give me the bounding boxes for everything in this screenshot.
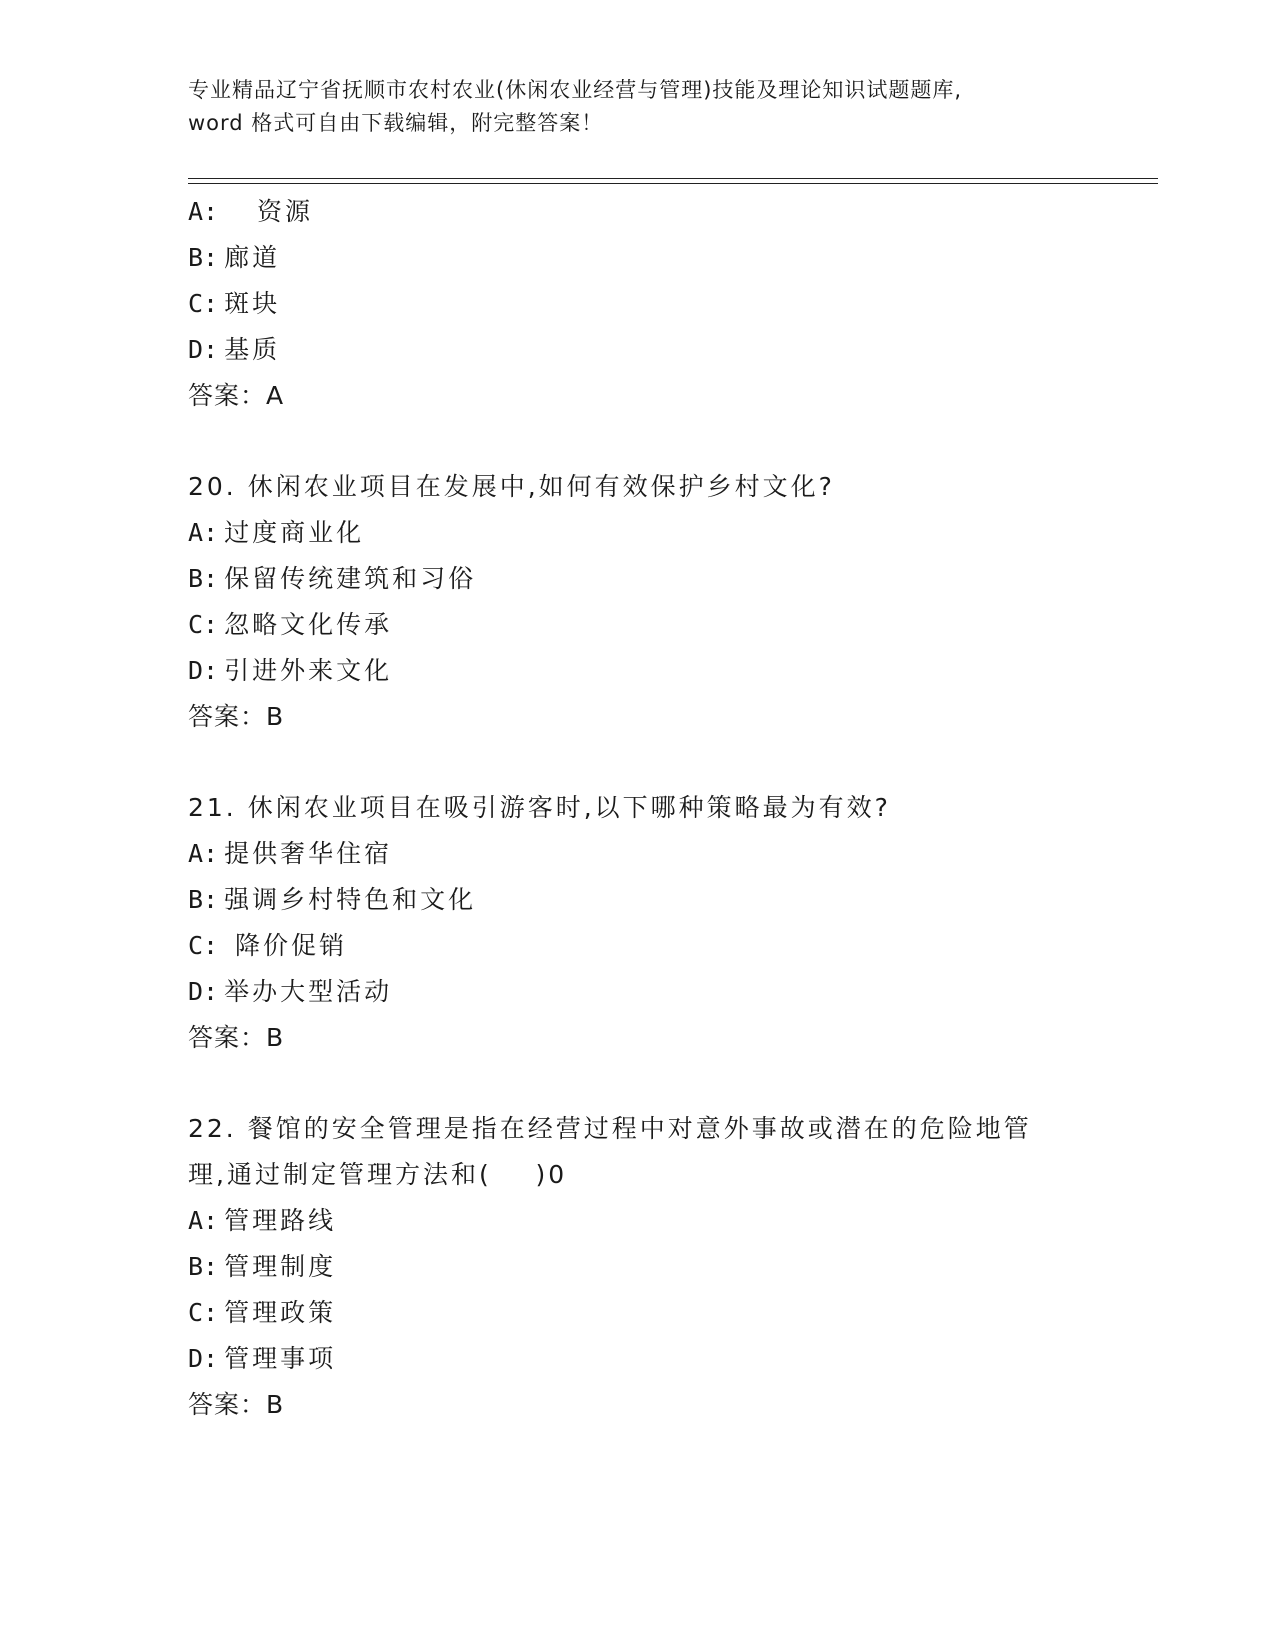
answer-line: 答案：B — [188, 1390, 285, 1419]
header-divider-top — [188, 178, 1158, 179]
answer-line: 答案：B — [188, 1023, 285, 1052]
option-b: B: 廊道 — [188, 243, 281, 272]
option-b: B: 强调乡村特色和文化 — [188, 885, 477, 914]
question-block — [188, 464, 1088, 740]
answer-line: 答案：B — [188, 702, 285, 731]
header-line-2: word 格式可自由下载编辑，附完整答案！ — [188, 111, 604, 135]
question-text: 22. 餐馆的安全管理是指在经营过程中对意外事故或潜在的危险地管 — [188, 1114, 1032, 1143]
question-list — [188, 189, 1088, 1428]
option-b: B: 管理制度 — [188, 1252, 337, 1281]
option-a: A: 资源 — [188, 197, 313, 226]
option-d: D: 基质 — [188, 335, 281, 364]
question-block — [188, 1106, 1088, 1428]
option-a: A: 过度商业化 — [188, 518, 365, 547]
question-block — [188, 785, 1088, 1061]
answer-line: 答案：A — [188, 381, 285, 410]
header-line-1: 专业精品辽宁省抚顺市农村农业(休闲农业经营与管理)技能及理论知识试题题库, — [188, 78, 963, 102]
document-header — [188, 74, 1088, 140]
header-divider-bottom — [188, 183, 1158, 184]
option-c: C: 管理政策 — [188, 1298, 337, 1327]
option-a: A: 管理路线 — [188, 1206, 337, 1235]
question-text: 20. 休闲农业项目在发展中,如何有效保护乡村文化? — [188, 472, 835, 501]
option-b: B: 保留传统建筑和习俗 — [188, 564, 477, 593]
option-c: C: 降价促销 — [188, 931, 348, 960]
option-c: C: 斑块 — [188, 289, 281, 318]
question-text-cont: 理,通过制定管理方法和( )0 — [188, 1160, 568, 1189]
option-c: C: 忽略文化传承 — [188, 610, 393, 639]
option-d: D: 管理事项 — [188, 1344, 337, 1373]
option-d: D: 举办大型活动 — [188, 977, 393, 1006]
option-a: A: 提供奢华住宿 — [188, 839, 393, 868]
question-block — [188, 189, 1088, 419]
option-d: D: 引进外来文化 — [188, 656, 393, 685]
question-text: 21. 休闲农业项目在吸引游客时,以下哪种策略最为有效? — [188, 793, 891, 822]
